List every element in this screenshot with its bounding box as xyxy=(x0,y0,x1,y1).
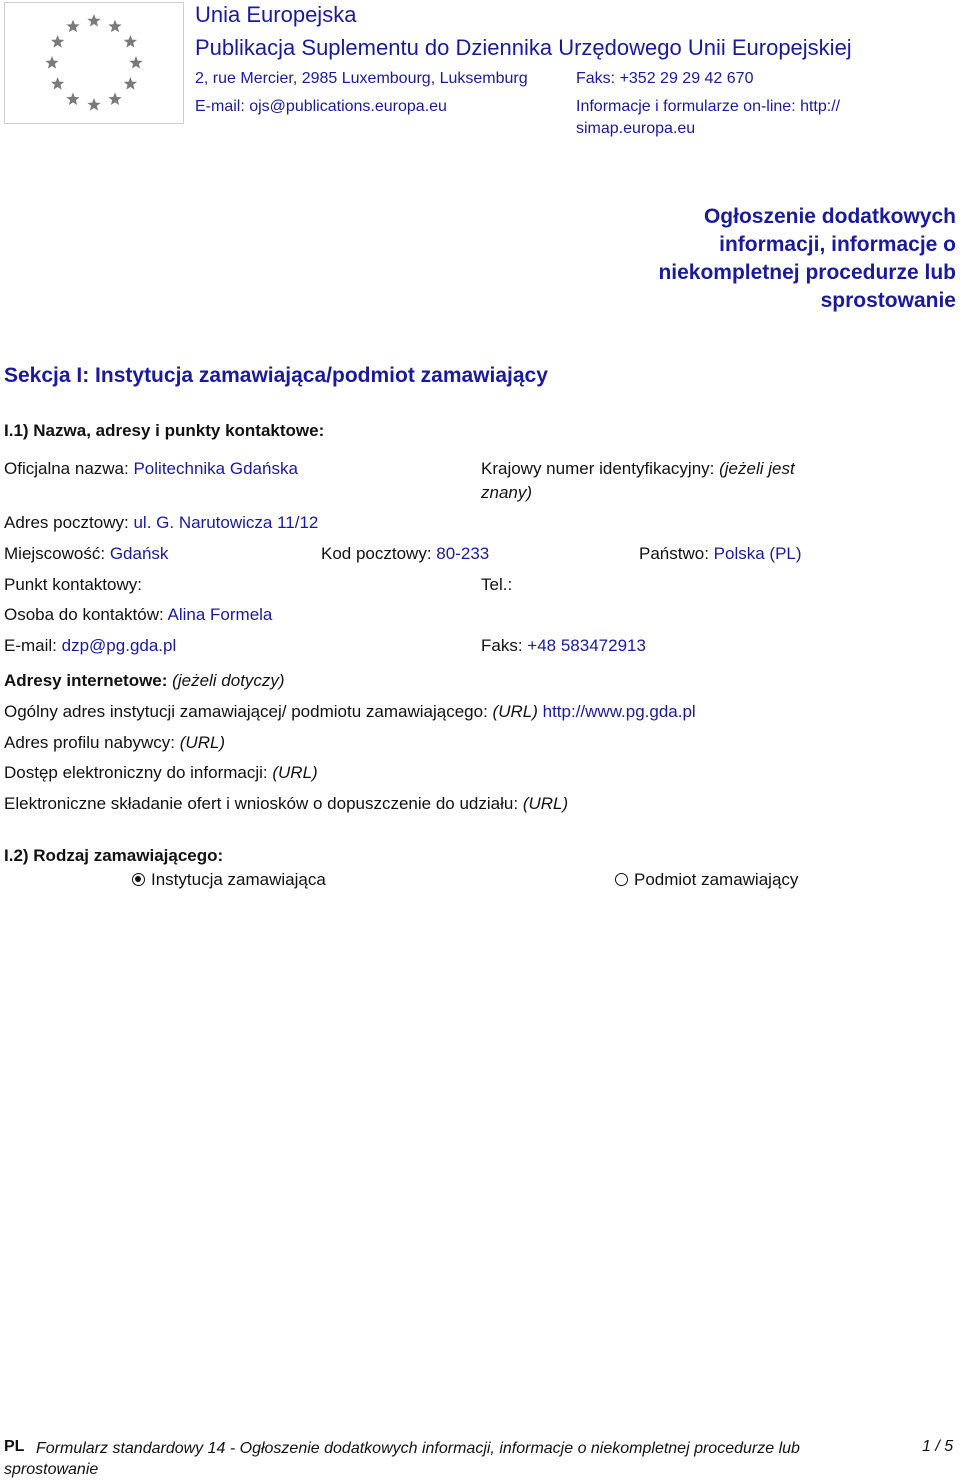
eu-star-icon xyxy=(45,56,58,69)
internet-label: Adresy internetowe: xyxy=(4,671,168,690)
country-row xyxy=(639,544,802,564)
header-address: 2, rue Mercier, 2985 Luxembourg, Luksemburg xyxy=(195,70,528,87)
header-fax: Faks: +352 29 29 42 670 xyxy=(576,70,754,87)
fax-row xyxy=(481,636,646,656)
header-email: E-mail: ojs@publications.europa.eu xyxy=(195,98,447,115)
city-value: Gdańsk xyxy=(109,544,169,563)
city-label: Miejscowość: xyxy=(4,544,106,563)
official-name-label: Oficjalna nazwa: xyxy=(4,459,129,478)
general-url-note: (URL) xyxy=(492,702,538,721)
footer-page-number: 1 / 5 xyxy=(922,1438,954,1455)
electronic-submission-note: (URL) xyxy=(522,794,569,813)
person-label: Osoba do kontaktów: xyxy=(4,605,164,624)
general-url-row xyxy=(4,702,696,722)
eu-star-icon xyxy=(124,77,137,90)
tel-label: Tel.: xyxy=(481,575,513,594)
official-name-row xyxy=(4,459,298,479)
eu-star-icon xyxy=(108,20,121,33)
address-row xyxy=(4,513,318,533)
electronic-access-label: Dostęp elektroniczny do informacji: xyxy=(4,763,268,782)
eu-star-icon xyxy=(108,92,121,105)
email-row xyxy=(4,636,176,656)
buyer-profile-note: (URL) xyxy=(179,733,226,752)
option-instytucja-label: Instytucja zamawiająca xyxy=(151,870,326,889)
buyer-profile-row xyxy=(4,733,225,753)
nip-note: (jeżeli jest xyxy=(719,459,795,478)
electronic-submission-label: Elektroniczne składanie ofert i wniosków o dopuszczenie do udziału: xyxy=(4,794,519,813)
nip-label: Krajowy numer identyfikacyjny: xyxy=(481,459,715,478)
i1-heading: I.1) Nazwa, adresy i punkty kontaktowe: xyxy=(4,421,325,440)
eu-star-icon xyxy=(51,35,64,48)
person-row xyxy=(4,605,272,625)
notice-title: Ogłoszenie dodatkowych informacji, informacje o niekompletnej procedurze lub sprostowanie xyxy=(658,205,956,312)
internet-row xyxy=(4,671,285,691)
eu-star-icon xyxy=(87,14,100,27)
electronic-submission-row xyxy=(4,794,568,814)
eu-star-icon xyxy=(87,98,100,111)
eu-star-icon xyxy=(66,20,79,33)
contact-point-label: Punkt kontaktowy: xyxy=(4,575,142,594)
electronic-access-row xyxy=(4,763,318,783)
city-row xyxy=(4,544,168,564)
i2-heading: I.2) Rodzaj zamawiającego: xyxy=(4,846,224,865)
address-value: ul. G. Narutowicza 11/12 xyxy=(133,513,319,532)
option-instytucja[interactable] xyxy=(132,870,326,890)
radio-checked-icon[interactable] xyxy=(132,873,145,886)
country-label: Państwo: xyxy=(639,544,709,563)
nip-row xyxy=(481,459,795,479)
header-online-2: simap.europa.eu xyxy=(576,120,696,137)
electronic-access-note: (URL) xyxy=(272,763,318,782)
footer-form-title: Formularz standardowy 14 - Ogłoszenie dodatkowych informacji, informacje o niekompletnej procedurze lub sprostowanie xyxy=(4,1440,800,1478)
eu-stars-icon xyxy=(5,3,183,123)
option-podmiot-label: Podmiot zamawiający xyxy=(634,870,799,889)
country-value: Polska (PL) xyxy=(713,544,802,563)
person-value: Alina Formela xyxy=(167,605,273,624)
postal-value: 80-233 xyxy=(436,544,490,563)
eu-star-icon xyxy=(129,56,142,69)
eu-star-icon xyxy=(51,77,64,90)
general-url-link[interactable]: http://www.pg.gda.pl xyxy=(542,702,696,721)
footer-lang: PL xyxy=(4,1438,25,1455)
address-label: Adres pocztowy: xyxy=(4,513,129,532)
header-line2: Publikacja Suplementu do Dziennika Urzędowego Unii Europejskiej xyxy=(195,35,852,60)
official-name-value: Politechnika Gdańska xyxy=(133,459,298,478)
nip-note-2: znany) xyxy=(481,483,533,502)
option-podmiot[interactable] xyxy=(615,870,798,890)
eu-flag-logo xyxy=(4,2,184,124)
internet-note: (jeżeli dotyczy) xyxy=(172,671,285,690)
email-label: E-mail: xyxy=(4,636,57,655)
header-online-1: Informacje i formularze on-line: http:// xyxy=(576,98,841,115)
eu-star-icon xyxy=(66,92,79,105)
postal-label: Kod pocztowy: xyxy=(321,544,432,563)
fax-label: Faks: xyxy=(481,636,523,655)
buyer-profile-label: Adres profilu nabywcy: xyxy=(4,733,176,752)
general-url-label: Ogólny adres instytucji zamawiającej/ podmiotu zamawiającego: xyxy=(4,702,488,721)
fax-value: +48 583472913 xyxy=(527,636,646,655)
email-value[interactable]: dzp@pg.gda.pl xyxy=(61,636,177,655)
radio-unchecked-icon[interactable] xyxy=(615,873,628,886)
section-heading: Sekcja I: Instytucja zamawiająca/podmiot zamawiający xyxy=(4,364,548,387)
eu-star-icon xyxy=(124,35,137,48)
header-line1: Unia Europejska xyxy=(195,2,357,27)
postal-row xyxy=(321,544,489,564)
